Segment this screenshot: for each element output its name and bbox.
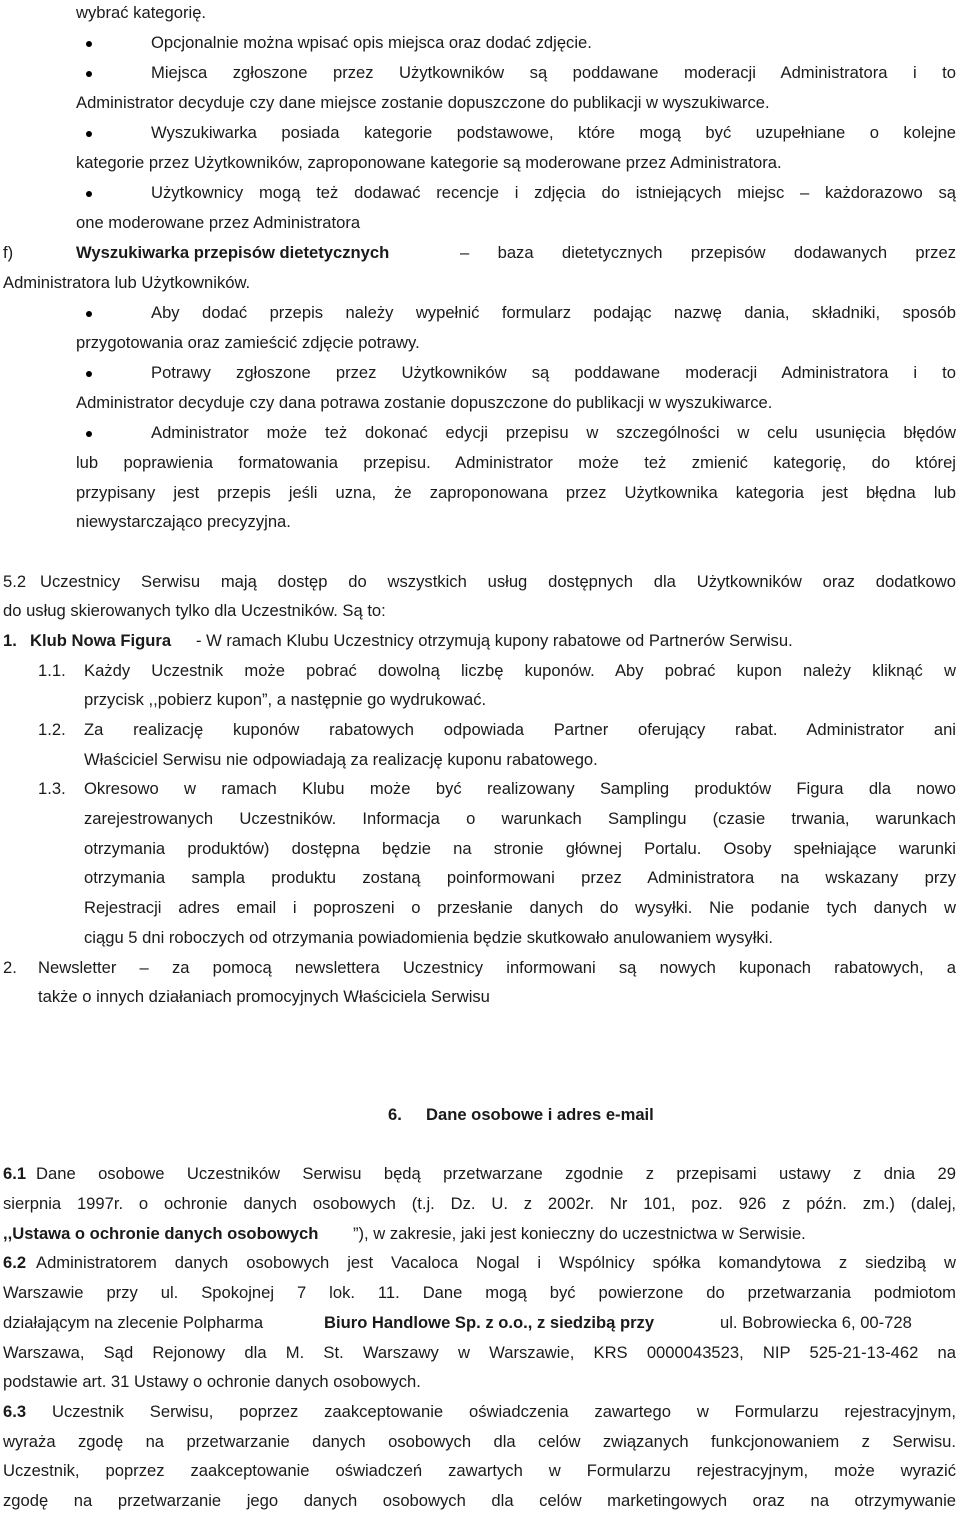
text-line: Wyszukiwarka posiada kategorie podstawowe, które mogą być uzupełniane o kolejne xyxy=(151,123,956,142)
text-line: Potrawy zgłoszone przez Użytkowników są poddawane moderacji Administratora i to xyxy=(151,363,956,382)
text-line: Uczestnik Serwisu, poprzez zaakceptowanie oświadczenia zawartego w Formularzu rejestracyjnym, xyxy=(52,1402,956,1421)
text-line: przygotowania oraz zamieścić zdjęcie potrawy. xyxy=(76,333,420,352)
clause-number: 5.2 xyxy=(3,572,27,591)
text-line: zgodę na przetwarzanie jego danych osobowych dla celów marketingowych oraz na otrzymywanie xyxy=(3,1491,956,1510)
text-line: sierpnia 1997r. o ochronie danych osobowych (t.j. Dz. U. z 2002r. Nr 101, poz. 926 z późn. zm.) (dalej, xyxy=(3,1194,956,1213)
text-line: Właściciel Serwisu nie odpowiadają za realizację kuponu rabatowego. xyxy=(84,750,598,769)
list-number: 1.3. xyxy=(38,779,66,798)
clause-number: 6.1 xyxy=(3,1164,27,1183)
bullet-icon xyxy=(86,431,92,437)
list-number: 1. xyxy=(3,631,17,650)
text-line: Aby dodać przepis należy wypełnić formularz podając nazwę dania, składniki, sposób xyxy=(151,303,956,322)
text-line: podstawie art. 31 Ustawy o ochronie danych osobowych. xyxy=(3,1372,421,1391)
text-line: Opcjonalnie można wpisać opis miejsca oraz dodać zdjęcie. xyxy=(151,33,592,52)
text-line: zarejestrowanych Uczestników. Informacja o warunkach Samplingu (czasie trwania, warunkach xyxy=(84,809,956,828)
text-line: Uczestnicy Serwisu mają dostęp do wszystkich usług dostępnych dla Użytkowników oraz dodatkowo xyxy=(40,572,956,591)
section-heading: Wyszukiwarka przepisów dietetycznych xyxy=(76,243,390,262)
bullet-icon xyxy=(86,131,92,137)
list-number: 2. xyxy=(3,958,17,977)
text-line: lub poprawienia formatowania przepisu. Administrator może też zmienić kategorię, do której xyxy=(76,453,956,472)
bullet-icon xyxy=(86,41,92,47)
text-line: przypisany jest przepis jeśli uzna, że zaproponowana przez Użytkownika kategoria jest błędna lub xyxy=(76,483,956,502)
text-line: także o innych działaniach promocyjnych Właściciela Serwisu xyxy=(38,987,490,1006)
text-line: kategorie przez Użytkowników, zaproponowane kategorie są moderowane przez Administratora. xyxy=(76,153,782,172)
clause-number: 6.2 xyxy=(3,1253,27,1272)
text-line: Administrator może też dokonać edycji przepisu w szczególności w celu usunięcia błędów xyxy=(151,423,956,442)
text-line: Administrator decyduje czy dane miejsce zostanie dopuszczone do publikacji w wyszukiwarce. xyxy=(76,93,770,112)
text-line: Administratora lub Użytkowników. xyxy=(3,273,251,292)
text-line: – baza dietetycznych przepisów dodawanych przez xyxy=(460,243,956,262)
section-title: Dane osobowe i adres e-mail xyxy=(426,1105,654,1124)
text-line: otrzymania produktów) dostępna będzie na stronie głównej Portalu. Osoby spełniające warunki xyxy=(84,839,956,858)
text-line: Newsletter – za pomocą newslettera Uczestnicy informowani są nowych kuponach rabatowych, a xyxy=(38,958,956,977)
text-line: Dane osobowe Uczestników Serwisu będą przetwarzane zgodnie z przepisami ustawy z dnia 29 xyxy=(36,1164,956,1183)
text-line: Okresowo w ramach Klubu może być realizowany Sampling produktów Figura dla nowo xyxy=(84,779,956,798)
text-line: wybrać kategorię. xyxy=(76,3,207,22)
text-line: do usług skierowanych tylko dla Uczestników. Są to: xyxy=(3,601,386,620)
text-line-bold: ,,Ustawa o ochronie danych osobowych xyxy=(3,1224,319,1243)
bullet-icon xyxy=(86,71,92,77)
text-line-bold: Biuro Handlowe Sp. z o.o., z siedzibą przy xyxy=(324,1313,655,1332)
text-line: - W ramach Klubu Uczestnicy otrzymują kupony rabatowe od Partnerów Serwisu. xyxy=(196,631,793,650)
text-line: Administratorem danych osobowych jest Vacaloca Nogal i Wspólnicy spółka komandytowa z siedzibą w xyxy=(36,1253,956,1272)
clause-number: 6.3 xyxy=(3,1402,27,1421)
text-line: ciągu 5 dni roboczych od otrzymania powiadomienia będzie skutkowało anulowaniem wysyłki. xyxy=(84,928,773,947)
text-line: Miejsca zgłoszone przez Użytkowników są poddawane moderacji Administratora i to xyxy=(151,63,956,82)
text-line: Uczestnik, poprzez zaakceptowanie oświadczeń zawartych w Formularzu rejestracyjnym, może wyrazić xyxy=(3,1461,956,1480)
bullet-icon xyxy=(86,311,92,317)
list-marker: f) xyxy=(3,243,14,262)
text-line: działającym na zlecenie Polpharma xyxy=(3,1313,264,1332)
text-line: Każdy Uczestnik może pobrać dowolną liczbę kuponów. Aby pobrać kupon należy kliknąć w xyxy=(84,661,956,680)
club-name: Klub Nowa Figura xyxy=(30,631,172,650)
text-line: niewystarczająco precyzyjna. xyxy=(76,512,291,531)
list-number: 1.2. xyxy=(38,720,66,739)
text-line: otrzymania sampla produktu zostaną poinformowani przez Administratora na wskazany przy xyxy=(84,868,956,887)
bullet-icon xyxy=(86,371,92,377)
text-line: Warszawie przy ul. Spokojnej 7 lok. 11. Dane mogą być powierzone do przetwarzania podmiotom xyxy=(3,1283,956,1302)
text-line: ul. Bobrowiecka 6, 00-728 xyxy=(720,1313,912,1332)
text-line: Rejestracji adres email i poproszeni o przesłanie danych do wysyłki. Nie podanie tych danych w xyxy=(84,898,956,917)
text-line: przycisk ,,pobierz kupon”, a następnie go wydrukować. xyxy=(84,690,487,709)
section-number: 6. xyxy=(388,1105,402,1124)
list-number: 1.1. xyxy=(38,661,66,680)
bullet-icon xyxy=(86,191,92,197)
text-line: Administrator decyduje czy dana potrawa zostanie dopuszczone do publikacji w wyszukiwarce. xyxy=(76,393,773,412)
text-line: ”), w zakresie, jaki jest konieczny do uczestnictwa w Serwisie. xyxy=(353,1224,806,1243)
text-line: wyraża zgodę na przetwarzanie danych osobowych dla celów związanych funkcjonowaniem z Serwisu. xyxy=(3,1432,956,1451)
text-line: Warszawa, Sąd Rejonowy dla M. St. Warszawy w Warszawie, KRS 0000043523, NIP 525-21-13-462 na xyxy=(3,1343,956,1362)
text-line: Użytkownicy mogą też dodawać recencje i zdjęcia do istniejących miejsc – każdorazowo są xyxy=(151,183,956,202)
text-line: Za realizację kuponów rabatowych odpowiada Partner oferujący rabat. Administrator ani xyxy=(84,720,956,739)
text-line: one moderowane przez Administratora xyxy=(76,213,361,232)
